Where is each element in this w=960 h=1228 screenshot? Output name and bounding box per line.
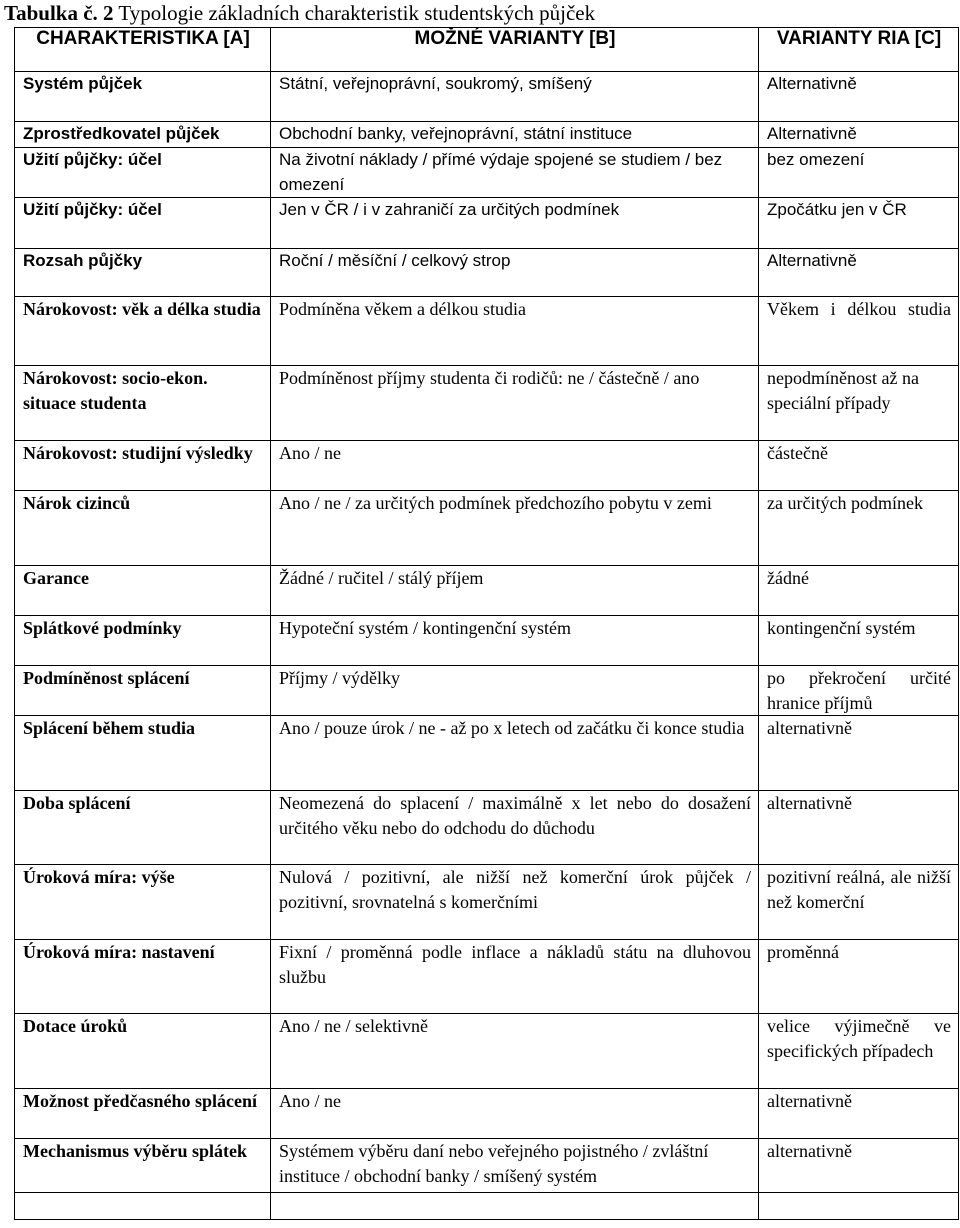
row-ria: žádné [759, 566, 959, 616]
row-label: Zprostředkovatel půjček [15, 122, 271, 148]
row-ria: alternativně [759, 716, 959, 791]
table-row-empty [15, 1193, 959, 1220]
row-variants: Jen v ČR / i v zahraničí za určitých podmínek [271, 198, 759, 249]
table-row [15, 366, 959, 441]
row-label: Mechanismus výběru splátek [15, 1139, 271, 1193]
row-label: Nárokovost: studijní výsledky [15, 441, 271, 491]
row-variants: Podmíněna věkem a délkou studia [271, 297, 759, 366]
caption-title: Typologie základních charakteristik studentských půjček [113, 1, 596, 25]
row-ria: Alternativně [759, 122, 959, 148]
table-row [15, 666, 959, 716]
header-characteristics: CHARAKTERISTIKA [A] [15, 28, 271, 72]
table-row [15, 865, 959, 940]
table-row [15, 249, 959, 297]
row-label: Podmíněnost splácení [15, 666, 271, 716]
row-label: Systém půjček [15, 72, 271, 122]
row-label: Splácení během studia [15, 716, 271, 791]
header-ria: VARIANTY RIA [C] [759, 28, 959, 72]
row-label [15, 1193, 271, 1220]
row-label: Nárokovost: socio-ekon. situace studenta [15, 366, 271, 441]
row-variants: Na životní náklady / přímé výdaje spojené se studiem / bez omezení [271, 148, 759, 198]
table-row [15, 1014, 959, 1089]
table-row [15, 716, 959, 791]
row-ria: Zpočátku jen v ČR [759, 198, 959, 249]
table-row [15, 441, 959, 491]
row-ria: alternativně [759, 1139, 959, 1193]
row-label: Úroková míra: nastavení [15, 940, 271, 1014]
table-row [15, 1139, 959, 1193]
row-label: Nárok cizinců [15, 491, 271, 566]
table-row [15, 297, 959, 366]
row-ria: Alternativně [759, 72, 959, 122]
row-variants: Podmíněnost příjmy studenta či rodičů: ne / částečně / ano [271, 366, 759, 441]
row-variants: Neomezená do splacení / maximálně x let nebo do dosažení určitého věku nebo do odchodu do důchodu [271, 791, 759, 865]
row-variants: Fixní / proměnná podle inflace a nákladů státu na dluhovou službu [271, 940, 759, 1014]
table-row [15, 198, 959, 249]
table-row [15, 72, 959, 122]
row-variants: Roční / měsíční / celkový strop [271, 249, 759, 297]
row-variants: Ano / ne / selektivně [271, 1014, 759, 1089]
row-label: Užití půjčky: účel [15, 198, 271, 249]
row-variants: Příjmy / výdělky [271, 666, 759, 716]
row-label: Užití půjčky: účel [15, 148, 271, 198]
header-row [15, 28, 959, 72]
row-label: Nárokovost: věk a délka studia [15, 297, 271, 366]
row-ria: nepodmíněnost až na speciální případy [759, 366, 959, 441]
row-variants: Obchodní banky, veřejnoprávní, státní instituce [271, 122, 759, 148]
row-variants: Žádné / ručitel / stálý příjem [271, 566, 759, 616]
row-ria: pozitivní reálná, ale nižší než komerční [759, 865, 959, 940]
row-variants: Ano / ne [271, 1089, 759, 1139]
row-variants: Nulová / pozitivní, ale nižší než komerční úrok půjček / pozitivní, srovnatelná s komerčními [271, 865, 759, 940]
row-ria: proměnná [759, 940, 959, 1014]
row-ria: za určitých podmínek [759, 491, 959, 566]
row-ria: alternativně [759, 1089, 959, 1139]
row-label: Dotace úroků [15, 1014, 271, 1089]
table-row [15, 491, 959, 566]
row-variants: Ano / ne / za určitých podmínek předchozího pobytu v zemi [271, 491, 759, 566]
row-label: Doba splácení [15, 791, 271, 865]
row-variants [271, 1193, 759, 1220]
row-ria: částečně [759, 441, 959, 491]
row-ria: bez omezení [759, 148, 959, 198]
table-row [15, 148, 959, 198]
row-ria: po překročení určité hranice příjmů [759, 666, 959, 716]
row-ria: kontingenční systém [759, 616, 959, 666]
loan-characteristics-table [14, 27, 959, 1220]
row-label: Splátkové podmínky [15, 616, 271, 666]
row-label: Úroková míra: výše [15, 865, 271, 940]
row-label: Rozsah půjčky [15, 249, 271, 297]
row-ria: alternativně [759, 791, 959, 865]
table-caption [4, 0, 595, 27]
table-row [15, 122, 959, 148]
header-variants: MOŽNÉ VARIANTY [B] [271, 28, 759, 72]
row-ria [759, 1193, 959, 1220]
table-row [15, 791, 959, 865]
caption-prefix: Tabulka č. 2 [4, 1, 114, 25]
row-variants: Systémem výběru daní nebo veřejného pojistného / zvláštní instituce / obchodní banky / smíšený systém [271, 1139, 759, 1193]
row-label: Garance [15, 566, 271, 616]
table-row [15, 940, 959, 1014]
row-variants: Ano / pouze úrok / ne - až po x letech od začátku či konce studia [271, 716, 759, 791]
row-ria: Alternativně [759, 249, 959, 297]
row-variants: Státní, veřejnoprávní, soukromý, smíšený [271, 72, 759, 122]
row-ria: velice výjimečně ve specifických případech [759, 1014, 959, 1089]
row-variants: Hypoteční systém / kontingenční systém [271, 616, 759, 666]
row-label: Možnost předčasného splácení [15, 1089, 271, 1139]
table-row [15, 616, 959, 666]
table-row [15, 566, 959, 616]
table-row [15, 1089, 959, 1139]
row-variants: Ano / ne [271, 441, 759, 491]
row-ria: Věkem i délkou studia [759, 297, 959, 366]
